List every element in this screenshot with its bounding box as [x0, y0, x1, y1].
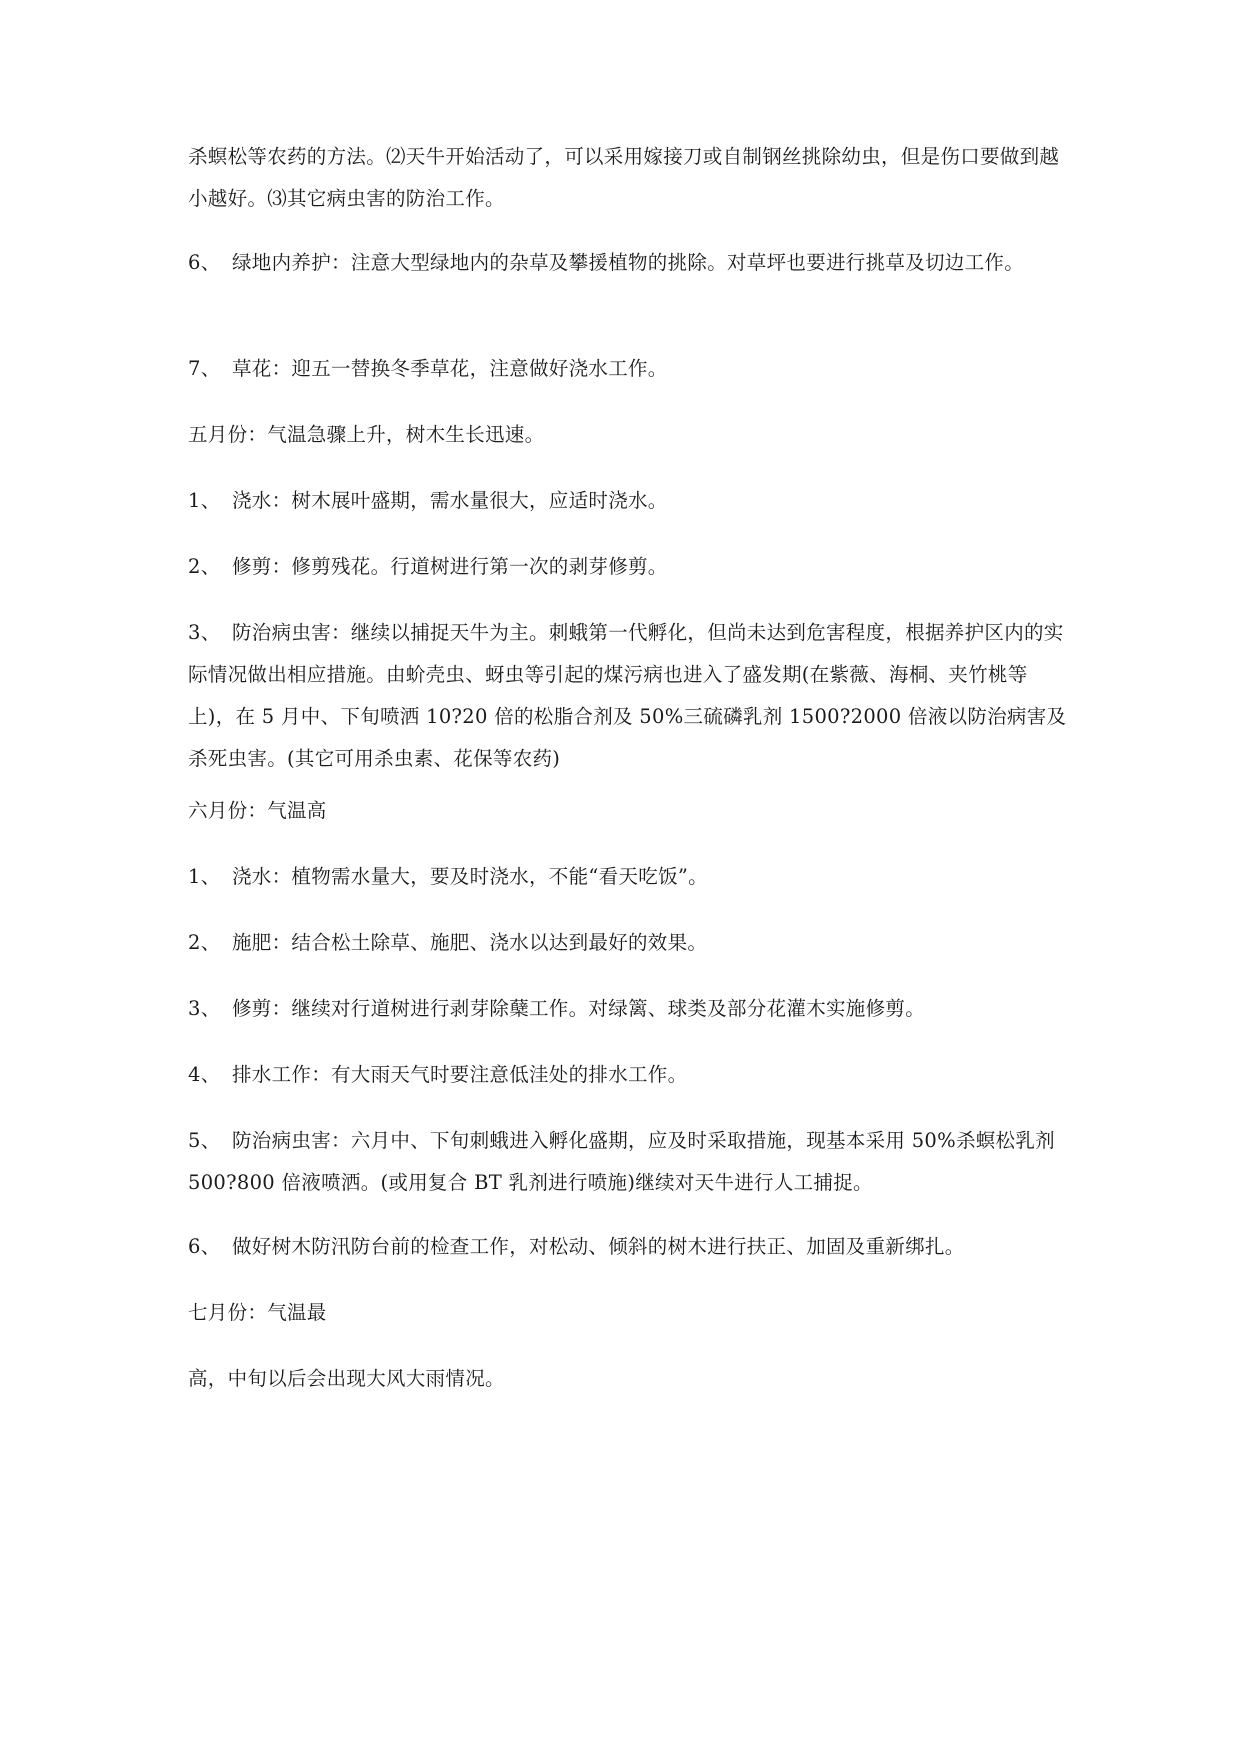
- paragraph-pest-control-continued: [188, 136, 1068, 220]
- item-number: 3、: [188, 997, 221, 1020]
- item-number: 2、: [188, 931, 221, 954]
- paragraph-text: 做好树木防汛防台前的检查工作，对松动、倾斜的树木进行扶正、加固及重新绑扎。: [232, 1235, 965, 1258]
- paragraph-june-drainage: [188, 1054, 1068, 1096]
- item-number: 4、: [188, 1063, 221, 1086]
- paragraph-may-watering: [188, 480, 1068, 522]
- item-number: 2、: [188, 555, 221, 578]
- paragraph-text: 高，中旬以后会出现大风大雨情况。: [188, 1367, 505, 1390]
- item-number: 1、: [188, 865, 221, 888]
- paragraph-text: 防治病虫害：六月中、下旬刺蛾进入孵化盛期，应及时采取措施，现基本采用 50%杀螟松乳剂 500?800 倍液喷洒。(或用复合 BT 乳剂进行喷施)继续对天牛进行人工捕捉。: [188, 1129, 1055, 1194]
- paragraph-text: 五月份：气温急骤上升，树木生长迅速。: [188, 423, 545, 446]
- paragraph-text: 修剪：修剪残花。行道树进行第一次的剥芽修剪。: [232, 555, 668, 578]
- paragraph-june-fertilizing: [188, 922, 1068, 964]
- paragraph-text: 施肥：结合松土除草、施肥、浇水以达到最好的效果。: [232, 931, 708, 954]
- heading-june: [188, 790, 1068, 832]
- paragraph-text: 修剪：继续对行道树进行剥芽除蘖工作。对绿篱、球类及部分花灌木实施修剪。: [232, 997, 926, 1020]
- paragraph-text: 浇水：树木展叶盛期，需水量很大，应适时浇水。: [232, 489, 668, 512]
- heading-july: [188, 1292, 1068, 1334]
- paragraph-greenland-maintenance: [188, 242, 1068, 284]
- item-number: 3、: [188, 621, 221, 644]
- paragraph-text: 防治病虫害：继续以捕捉天牛为主。刺蛾第一代孵化，但尚未达到危害程度，根据养护区内的实际情况做出相应措施。由蚧壳虫、蚜虫等引起的煤污病也进入了盛发期(在紫薇、海桐、夹竹桃等上)，在 5 月中、下旬喷洒 10?20 倍的松脂合剂及 50%三硫磷乳剂 1500?2000 倍液以防治病害及杀死虫害。(其它可用杀虫素、花保等农药): [188, 621, 1067, 770]
- heading-may: [188, 414, 1068, 456]
- paragraph-text: 六月份：气温高: [188, 799, 327, 822]
- item-number: 1、: [188, 489, 221, 512]
- paragraph-june-watering: [188, 856, 1068, 898]
- item-number: 6、: [188, 251, 221, 274]
- item-number: 5、: [188, 1129, 221, 1152]
- paragraph-text: 排水工作：有大雨天气时要注意低洼处的排水工作。: [232, 1063, 688, 1086]
- paragraph-june-pruning: [188, 988, 1068, 1030]
- paragraph-text: 绿地内养护：注意大型绿地内的杂草及攀援植物的挑除。对草坪也要进行挑草及切边工作。: [232, 251, 1025, 274]
- paragraph-text: 杀螟松等农药的方法。⑵天牛开始活动了，可以采用嫁接刀或自制钢丝挑除幼虫，但是伤口要做到越小越好。⑶其它病虫害的防治工作。: [188, 145, 1060, 210]
- paragraph-flowers: [188, 348, 1068, 390]
- item-number: 7、: [188, 357, 221, 380]
- paragraph-may-pruning: [188, 546, 1068, 588]
- paragraph-june-pest-control: [188, 1120, 1068, 1204]
- paragraph-may-pest-control: [188, 612, 1068, 780]
- paragraph-text: 浇水：植物需水量大，要及时浇水，不能“看天吃饭”。: [232, 865, 708, 888]
- paragraph-june-typhoon-check: [188, 1226, 1068, 1268]
- item-number: 6、: [188, 1235, 221, 1258]
- paragraph-text: 草花：迎五一替换冬季草花，注意做好浇水工作。: [232, 357, 668, 380]
- paragraph-text: 七月份：气温最: [188, 1301, 327, 1324]
- paragraph-july-weather: [188, 1358, 1068, 1400]
